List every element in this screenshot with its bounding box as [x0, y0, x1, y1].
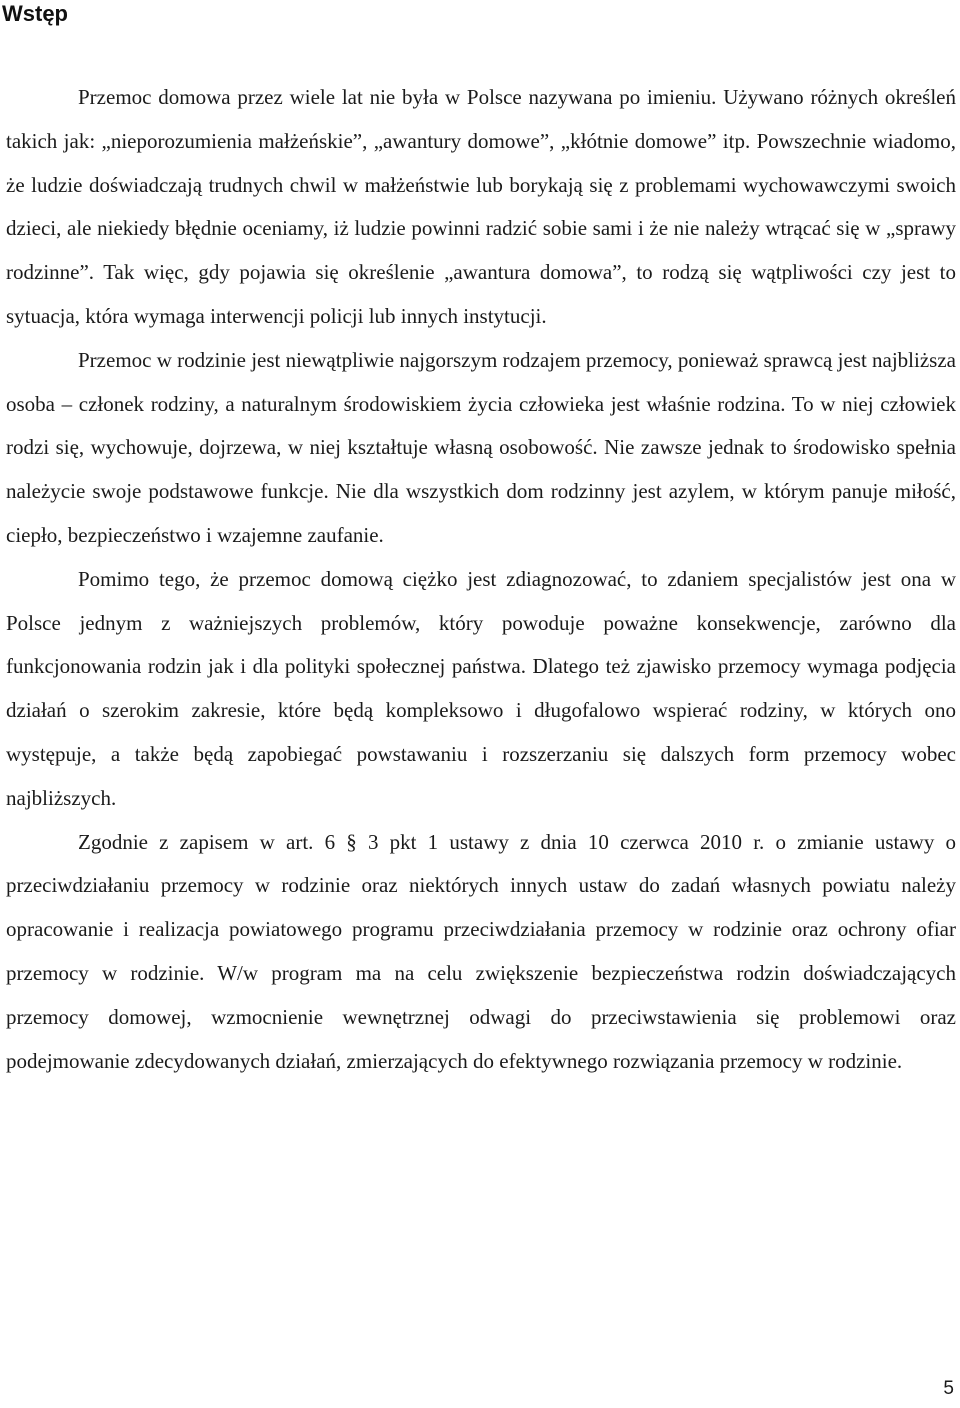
- paragraph-3: Pomimo tego, że przemoc domową ciężko jest zdiagnozować, to zdaniem specjalistów jest ona w Polsce jednym z ważniejszych problemów, który powoduje poważne konsekwencje, zarówno dla funkcjonowania rodzin jak i dla polityki społecznej państwa. Dlatego też zjawisko przemocy wymaga podjęcia działań o szerokim zakresie, które będą kompleksowo i długofalowo wspierać rodziny, w których ono występuje, a także będą zapobiegać powstawaniu i rozszerzaniu się dalszych form przemocy wobec najbliższych.: [6, 566, 956, 810]
- paragraph-4: Zgodnie z zapisem w art. 6 § 3 pkt 1 ustawy z dnia 10 czerwca 2010 r. o zmianie ustawy o przeciwdziałaniu przemocy w rodzinie oraz niektórych innych ustaw do zadań własnych powiatu należy opracowanie i realizacja powiatowego programu przeciwdziałania przemocy w rodzinie oraz ochrony ofiar przemocy w rodzinie. W/w program ma na celu zwiększenie bezpieczeństwa rodzin doświadczających przemocy domowej, wzmocnienie wewnętrznej odwagi do przeciwstawienia się problemowi oraz podejmowanie zdecydowanych działań, zmierzających do efektywnego rozwiązania przemocy w rodzinie.: [6, 829, 956, 1073]
- paragraph-1: Przemoc domowa przez wiele lat nie była w Polsce nazywana po imieniu. Używano różnych określeń takich jak: „nieporozumienia małżeńskie”, „awantury domowe”, „kłótnie domowe” itp. Powszechnie wiadomo, że ludzie doświadczają trudnych chwil w małżeństwie lub borykają się z problemami wychowawczymi swoich dzieci, ale niekiedy błędnie oceniamy, iż ludzie powinni radzić sobie sami i że nie należy wtrącać się w „sprawy rodzinne”. Tak więc, gdy pojawia się określenie „awantura domowa”, to rodzą się wątpliwości czy jest to sytuacja, która wymaga interwencji policji lub innych instytucji.: [6, 85, 956, 328]
- body-text: [6, 76, 956, 1083]
- paragraph-2: Przemoc w rodzinie jest niewątpliwie najgorszym rodzajem przemocy, ponieważ sprawcą jest najbliższa osoba – członek rodziny, a naturalnym środowiskiem życia człowieka jest właśnie rodzina. To w niej człowiek rodzi się, wychowuje, dojrzewa, w niej kształtuje własną osobowość. Nie zawsze jednak to środowisko spełnia należycie swoje podstawowe funkcje. Nie dla wszystkich dom rodzinny jest azylem, w którym panuje miłość, ciepło, bezpieczeństwo i wzajemne zaufanie.: [6, 347, 956, 547]
- page-number: 5: [943, 1378, 954, 1399]
- section-heading: Wstęp: [2, 1, 68, 26]
